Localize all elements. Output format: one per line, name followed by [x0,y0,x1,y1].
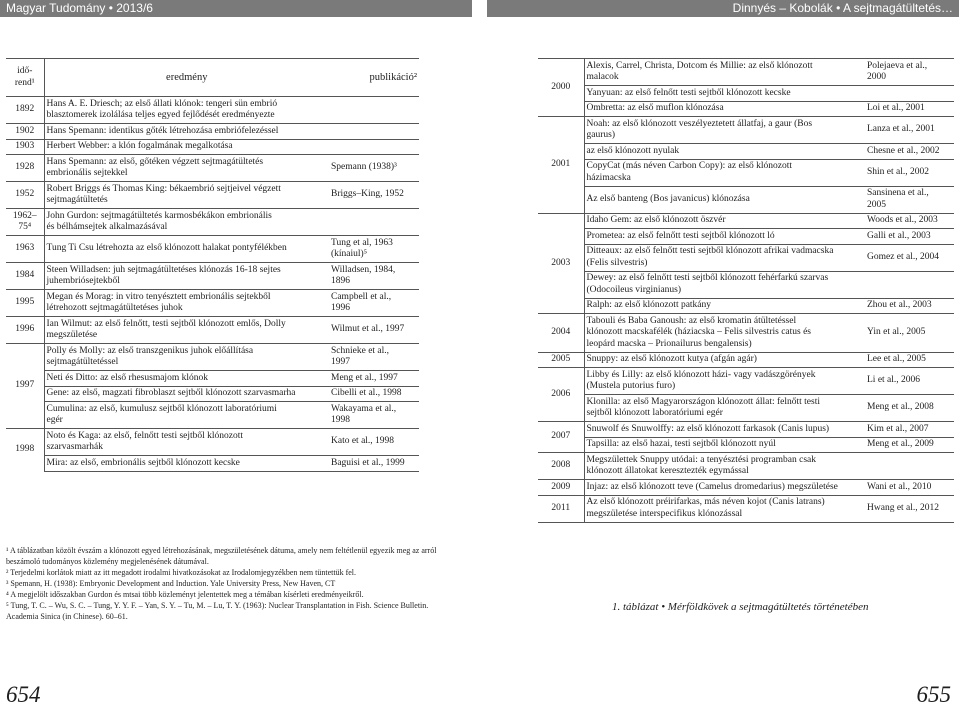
page-number-left: 654 [6,682,41,707]
publication-cell [329,124,419,140]
result-cell [44,344,329,371]
table-row [6,139,419,155]
publication-line: Willadsen, 1984, [331,264,396,275]
result-cell [584,495,865,522]
publication-cell [329,344,419,371]
table-row [538,117,954,144]
publication-line: Hwang et al., 2012 [867,502,940,513]
publication-line: Schnieke et al., [331,345,390,356]
publication-cell [329,317,419,344]
result-line: megszületése interspecifikus klónozással [586,508,743,519]
result-line: létrehozott sejtmagátültetéses juhok [46,303,183,313]
column-header-publication: publikáció² [329,59,419,97]
result-line: Tung Ti Csu létrehozta az első klónozott halakat pontyfélékben [46,243,287,254]
publication-cell [865,314,954,353]
result-cell [44,182,329,209]
year-cell: 2007 [538,422,584,453]
result-line: Ditteaux: az első felnőtt testi sejtből klónozott afrikai vadmacska [586,246,834,256]
publication-line: Yin et al., 2005 [867,327,926,337]
result-cell [44,97,329,124]
publication-cell [865,480,954,496]
publication-line: Shin et al., 2002 [867,166,930,177]
publication-line: Gomez et al., 2004 [867,251,940,262]
result-line: Yanyuan: az első felnőtt testi sejtből klónozott kecske [586,87,791,98]
year-cell: 2000 [538,59,584,117]
table-row [6,402,419,429]
year-cell: 1952 [6,182,44,209]
table-row [538,101,954,117]
table-row [6,236,419,263]
year-cell: 1996 [6,317,44,344]
table-row [6,344,419,371]
column-header-year: idő- rend¹ [6,59,44,97]
year-cell: 1902 [6,124,44,140]
publication-line: 1997 [331,357,350,367]
table-row [538,352,954,368]
publication-line: Zhou et al., 2003 [867,300,932,310]
publication-line: Meng et al., 1997 [331,372,398,383]
year-cell: 1997 [6,344,44,429]
table-caption: 1. táblázat • Mérföldkövek a sejtmagátültetés történetében [612,601,869,613]
result-line: Tapsilla: az első hazai, testi sejtből klónozott nyúl [586,439,776,449]
result-line: Alexis, Carrel, Christa, Dotcom és Millie: az első klónozott [586,60,813,71]
result-line: malacok [586,72,619,82]
publication-cell [865,352,954,368]
footnote: ⁴ A megjelölt időszakban Gurdon és mtsai több közleményt jelentettek meg a témában kísérleti eredményeikről. [6,590,364,599]
footnotes [6,545,446,622]
result-line: (Odocoileus virginianus) [586,284,682,295]
table-row [6,263,419,290]
result-line: Ombretta: az első muflon klónozása [586,103,724,113]
publication-cell [329,402,419,429]
table-row [538,314,954,353]
result-line: Herbert Webber: a klón fogalmának megalkotása [46,141,233,151]
publication-cell [865,229,954,245]
result-line: Az első klónozott préirifarkas, más néven kojot (Canis latrans) [586,497,825,507]
publication-cell [865,244,954,271]
result-cell [584,229,865,245]
year-cell: 2004 [538,314,584,353]
publication-line: 2000 [867,72,886,82]
table-row [6,97,419,124]
table-row [538,86,954,102]
publication-line: Wakayama et al., [331,403,397,414]
result-line: Gene: az első, magzati fibroblaszt sejtből klónozott szarvasmarha [46,388,296,398]
publication-cell [865,186,954,213]
year-cell: 2008 [538,453,584,480]
footnote: ³ Spemann, H. (1938): Embryonic Development and Induction. Yale University Press, New Haven, CT [6,579,336,588]
publication-cell [865,101,954,117]
table-row [538,453,954,480]
result-line: Ralph: az első klónozott patkány [586,300,712,310]
result-line: Snuwolf és Snuwolffy: az első klónozott farkasok (Canis lupus) [586,423,830,434]
table-row [6,209,419,236]
publication-line: Baguisi et al., 1999 [331,457,405,468]
result-cell [584,59,865,86]
publication-line: Kato et al., 1998 [331,436,395,447]
result-line: és bélhámsejtek alkalmazásával [46,222,168,232]
publication-line: Briggs–King, 1952 [331,189,404,200]
result-cell [584,244,865,271]
publication-line: (kínaiul)⁵ [331,249,368,259]
table-row [538,480,954,496]
publication-line: Chesne et al., 2002 [867,145,940,156]
table-row [6,317,419,344]
result-line: Ian Wilmut: az első felnőtt, testi sejtből klónozott emlős, Dolly [46,318,286,329]
publication-line: 1998 [331,415,350,425]
result-cell [44,236,329,263]
result-line: házimacska [586,172,631,183]
result-cell [584,86,865,102]
result-cell [44,139,329,155]
publication-line: Campbell et al., [331,291,392,302]
result-cell [584,271,865,298]
result-line: (Felis silvestris) [586,257,648,268]
table-row [538,229,954,245]
result-cell [584,480,865,496]
table-row [538,495,954,522]
year-cell: 1998 [6,429,44,472]
result-line: Hans Spemann: identikus gőték létrehozása embriófelezéssel [46,125,279,136]
publication-cell [865,495,954,522]
result-cell [584,117,865,144]
publication-line: Meng et al., 2008 [867,402,934,413]
publication-line: Spemann (1938)³ [331,162,397,173]
publication-cell [329,371,419,387]
publication-line: Loi et al., 2001 [867,103,925,113]
publication-cell [329,386,419,402]
page-number-right: 655 [916,682,951,707]
result-line: Az első banteng (Bos javanicus) klónozása [586,193,750,204]
publication-line: 1996 [331,303,350,313]
result-line: az első klónozott nyulak [586,145,680,156]
publication-cell [865,86,954,102]
result-line: Libby és Lilly: az első klónozott házi- vagy vadászgörények [586,369,816,380]
table-row [538,186,954,213]
table-row [538,271,954,298]
running-header-left: Magyar Tudomány • 2013/6 [0,0,472,17]
year-cell: 2009 [538,480,584,496]
table-row [538,395,954,422]
table-row [6,124,419,140]
publication-line: Meng et al., 2009 [867,439,934,449]
table-row [538,244,954,271]
table-row [538,437,954,453]
publication-cell [329,209,419,236]
result-cell [44,429,329,456]
result-line: embrionális sejtekkel [46,168,128,178]
publication-cell [865,437,954,453]
result-line: Megan és Morag: in vitro tenyésztett embrionális sejtekből [46,291,271,302]
table-row [6,429,419,456]
result-cell [44,263,329,290]
result-line: Injaz: az első klónozott teve (Camelus dromedarius) megszületése [586,481,838,492]
publication-cell [865,59,954,86]
result-line: sejtmagátültetéssel [46,357,119,367]
publication-cell [865,453,954,480]
result-line: CopyCat (más néven Carbon Copy): az első klónozott [586,161,793,171]
result-line: juhembriósejtekből [46,276,120,286]
publication-line: Tung et al, 1963 [331,237,393,248]
publication-cell [865,271,954,298]
publication-line: Woods et al., 2003 [867,215,938,225]
year-cell: 1903 [6,139,44,155]
result-cell [44,386,329,402]
year-cell: 2001 [538,117,584,214]
publication-cell [865,368,954,395]
publication-cell [865,298,954,314]
result-line: Robert Briggs és Thomas King: békaembrió sejtjeivel végzett [46,183,281,194]
year-cell: 1984 [6,263,44,290]
result-line: Steen Willadsen: juh sejtmagátültetéses klónozás 16-18 sejtes [46,264,281,275]
result-line: Megszülettek Snuppy utódai: a tenyésztési programban csak [586,454,817,465]
result-line: megszületése [46,330,98,340]
result-cell [584,298,865,314]
table-row [538,298,954,314]
result-cell [44,155,329,182]
result-cell [584,395,865,422]
result-cell [584,159,865,186]
result-cell [44,290,329,317]
publication-line: Cibelli et al., 1998 [331,388,402,398]
result-cell [584,453,865,480]
result-cell [584,422,865,438]
year-cell: 2006 [538,368,584,422]
publication-line: Lanza et al., 2001 [867,124,935,135]
publication-cell [329,290,419,317]
publication-cell [865,159,954,186]
result-cell [584,437,865,453]
result-line: Noah: az első klónozott veszélyeztetett állatfaj, a gaur (Bos [586,118,813,129]
result-line: Neti és Ditto: az első rhesusmajom klónok [46,372,208,383]
publication-cell [329,263,419,290]
result-line: Noto és Kaga: az első, felnőtt testi sejtből klónozott [46,430,244,441]
result-cell [584,144,865,160]
running-header-right: Dinnyés – Kobolák • A sejtmagátültetés… [487,0,959,17]
result-cell [584,352,865,368]
publication-cell [329,236,419,263]
table-row [6,182,419,209]
result-line: sejtmagátültetés [46,195,108,205]
result-line: Hans Spemann: az első, gőtéken végzett sejtmagátültetés [46,156,264,167]
result-line: Snuppy: az első klónozott kutya (afgán agár) [586,354,757,364]
table-row [6,371,419,387]
publication-line: Li et al., 2006 [867,375,921,386]
result-line: (Mustela putorius furo) [586,381,676,391]
publication-line: Kim et al., 2007 [867,423,929,434]
publication-line: Polejaeva et al., [867,60,928,71]
publication-line: Wani et al., 2010 [867,481,932,492]
result-line: Dewey: az első felnőtt testi sejtből klónozott fehérfarkú szarvas [586,273,829,283]
publication-line: 2005 [867,199,886,210]
result-cell [584,101,865,117]
result-line: egér [46,415,63,425]
publication-line: Galli et al., 2003 [867,230,931,241]
table-row [6,155,419,182]
publication-cell [865,144,954,160]
result-line: Cumulina: az első, kumulusz sejtből klónozott laboratóriumi [46,403,277,414]
result-line: klónozott állatokat keresztezték egymással [586,466,749,476]
result-line: Polly és Molly: az első transzgenikus juhok előállítása [46,345,254,356]
publication-line: Wilmut et al., 1997 [331,324,405,335]
table-header-row [6,59,419,97]
result-line: Mira: az első, embrionális sejtből klónozott kecske [46,457,240,468]
result-line: John Gurdon: sejtmagátültetés karmosbékákon embrionális [46,210,272,221]
publication-cell [865,213,954,229]
year-cell: 2005 [538,352,584,368]
table-row [538,368,954,395]
result-cell [44,402,329,429]
publication-line: Sansinena et al., [867,188,929,198]
year-cell: 2011 [538,495,584,522]
publication-cell [865,422,954,438]
result-line: Hans A. E. Driesch; az első állati klónok: tengeri sün embrió [46,98,278,109]
result-line: szarvasmarhák [46,442,103,452]
result-cell [44,317,329,344]
result-line: gaurus) [586,130,615,140]
table-row [538,159,954,186]
year-cell: 1963 [6,236,44,263]
table-row [6,456,419,472]
result-line: Klonilla: az első Magyarországon klónozott állat: felnőtt testi [586,396,820,407]
milestones-table-right [538,58,954,523]
publication-cell [329,97,419,124]
footnote: ¹ A táblázatban közölt évszám a klónozott egyed létrehozásának, megszületésének dátuma, amely nem feltétlenül egyezik meg az arról beszámoló tudományos közlemény megjelenésének dátumával. [6,546,437,566]
publication-line: Lee et al., 2005 [867,354,926,364]
table-row [538,422,954,438]
publication-cell [329,456,419,472]
publication-cell [865,395,954,422]
result-cell [44,209,329,236]
publication-cell [329,429,419,456]
table-row [538,213,954,229]
milestones-table-left [6,58,419,472]
publication-line: 1896 [331,276,350,286]
publication-cell [329,139,419,155]
table-row [538,59,954,86]
publication-cell [865,117,954,144]
publication-cell [329,182,419,209]
table-row [6,290,419,317]
result-line: leopárd macska – Prionailurus bengalensis) [586,338,752,349]
footnote: ⁵ Tung, T. C. – Wu, S. C. – Tung, Y. Y. F. – Yan, S. Y. – Tu, M. – Lu, T. Y. (1963): Nuclear Transplantation in Fish. Science Bulletin. Academia Sinica (in Chinese). 60–61. [6,601,429,621]
result-cell [584,314,865,353]
result-line: blasztomerek izolálása teljes egyed fejlődését eredményezte [46,110,275,120]
result-cell [584,368,865,395]
publication-cell [329,155,419,182]
result-line: Idaho Gem: az első klónozott öszvér [586,215,726,225]
table-row [538,144,954,160]
result-cell [44,371,329,387]
year-cell: 1962– 75⁴ [6,209,44,236]
column-header-result: eredmény [44,59,329,97]
result-cell [44,124,329,140]
year-cell: 2003 [538,213,584,314]
year-cell: 1928 [6,155,44,182]
result-line: Tabouli és Baba Ganoush: az első kromatin átültetéssel [586,315,797,326]
result-line: sejtből klónozott laboratóriumi egér [586,408,723,418]
footnote: ² Terjedelmi korlátok miatt az itt megadott irodalmi hivatkozásokat az Irodalomjegyzékben nem tüntettük fel. [6,568,357,577]
result-cell [44,456,329,472]
year-cell: 1892 [6,97,44,124]
result-line: Prometea: az első felnőtt testi sejtből klónozott ló [586,230,775,241]
result-cell [584,213,865,229]
result-cell [584,186,865,213]
table-row [6,386,419,402]
result-line: klónozott macskafélék (háziacska – Felis silvestris catus és [586,327,812,337]
year-cell: 1995 [6,290,44,317]
